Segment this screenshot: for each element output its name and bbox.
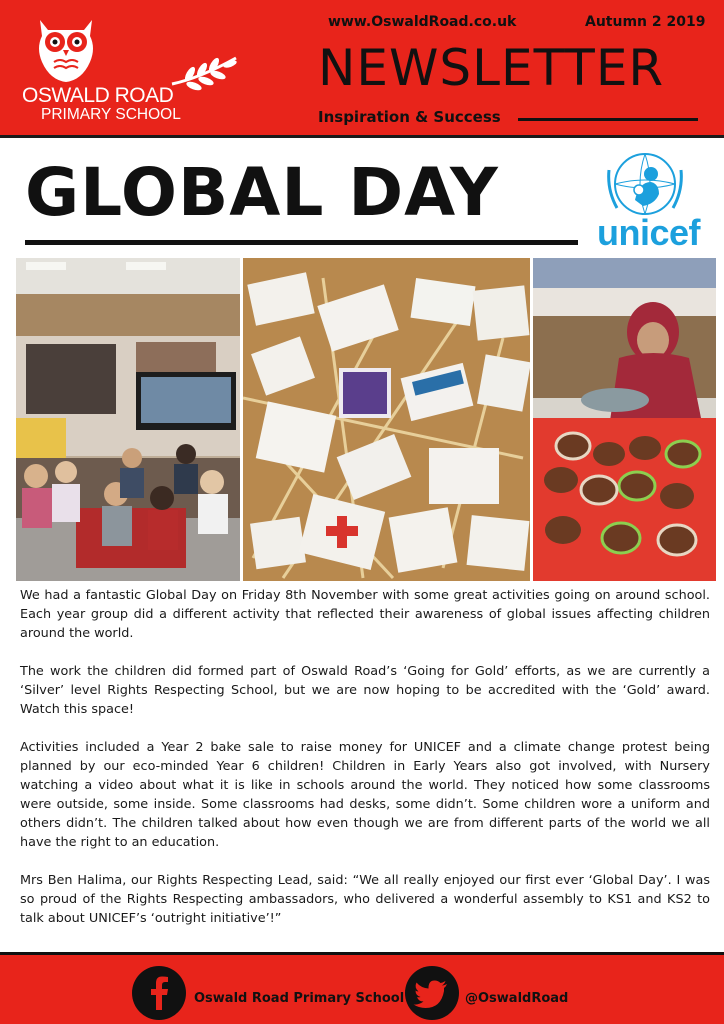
website-link[interactable]: www.OswaldRoad.co.uk bbox=[328, 14, 517, 30]
term-label: Autumn 2 2019 bbox=[585, 14, 706, 30]
unicef-wordmark: unicef bbox=[597, 212, 701, 253]
article-paragraph-4: Mrs Ben Halima, our Rights Respecting Lead, said: “We all really enjoyed our first ever ‘Global Day’. I was so proud of the Rights Respecting ambassadors, who delivered a wonderful assembly to KS1 and KS2 to talk about UNICEF’s ‘outright initiative’!” bbox=[20, 873, 710, 926]
article-body bbox=[20, 586, 710, 947]
newsletter-title: NEWSLETTER bbox=[318, 39, 665, 97]
tagline: Inspiration & Success bbox=[318, 108, 501, 126]
article-paragraph-3: Activities included a Year 2 bake sale to raise money for UNICEF and a climate change protest being planned by our eco-minded Year 6 children! Children in Early Years also got involved, with Nursery watching a video about what it is like in schools around the world. They noticed how some classrooms were outside, some inside. Some classrooms had desks, some didn’t. Some children wore a uniform and others didn’t. The children talked about how even though we are from different parts of the world we all have the right to an education. bbox=[20, 740, 710, 850]
classroom-photo bbox=[16, 258, 240, 581]
newsletter-header bbox=[0, 0, 724, 138]
article-paragraph-1: We had a fantastic Global Day on Friday 8th November with some great activities going on around school. Each year group did a different activity that reflected their awareness of global issues affecting children around the world. bbox=[20, 588, 710, 641]
unicef-emblem-icon bbox=[605, 150, 685, 218]
school-name-line2: PRIMARY SCHOOL bbox=[41, 106, 181, 123]
facebook-label[interactable]: Oswald Road Primary School bbox=[194, 991, 405, 1006]
newsletter-footer bbox=[0, 952, 724, 1024]
page-title: GLOBAL DAY bbox=[25, 154, 499, 231]
article-paragraph-2: The work the children did formed part of Oswald Road’s ‘Going for Gold’ efforts, as we are currently a ‘Silver’ level Rights Respecting School, but we are now hoping to be accredited with the ‘Gold’ award. Watch this space! bbox=[20, 664, 710, 717]
facebook-icon[interactable] bbox=[132, 966, 186, 1020]
tagline-rule bbox=[518, 118, 698, 121]
branch-logo-icon bbox=[170, 52, 240, 92]
school-name-line1: OSWALD ROAD bbox=[22, 84, 174, 107]
title-underline bbox=[25, 240, 578, 245]
owl-logo-icon bbox=[30, 14, 102, 86]
twitter-label[interactable]: @OswaldRoad bbox=[465, 991, 569, 1006]
bake-sale-photo bbox=[533, 258, 716, 581]
twitter-icon[interactable] bbox=[405, 966, 459, 1020]
protest-flags-photo bbox=[243, 258, 530, 581]
photo-strip bbox=[16, 258, 716, 581]
